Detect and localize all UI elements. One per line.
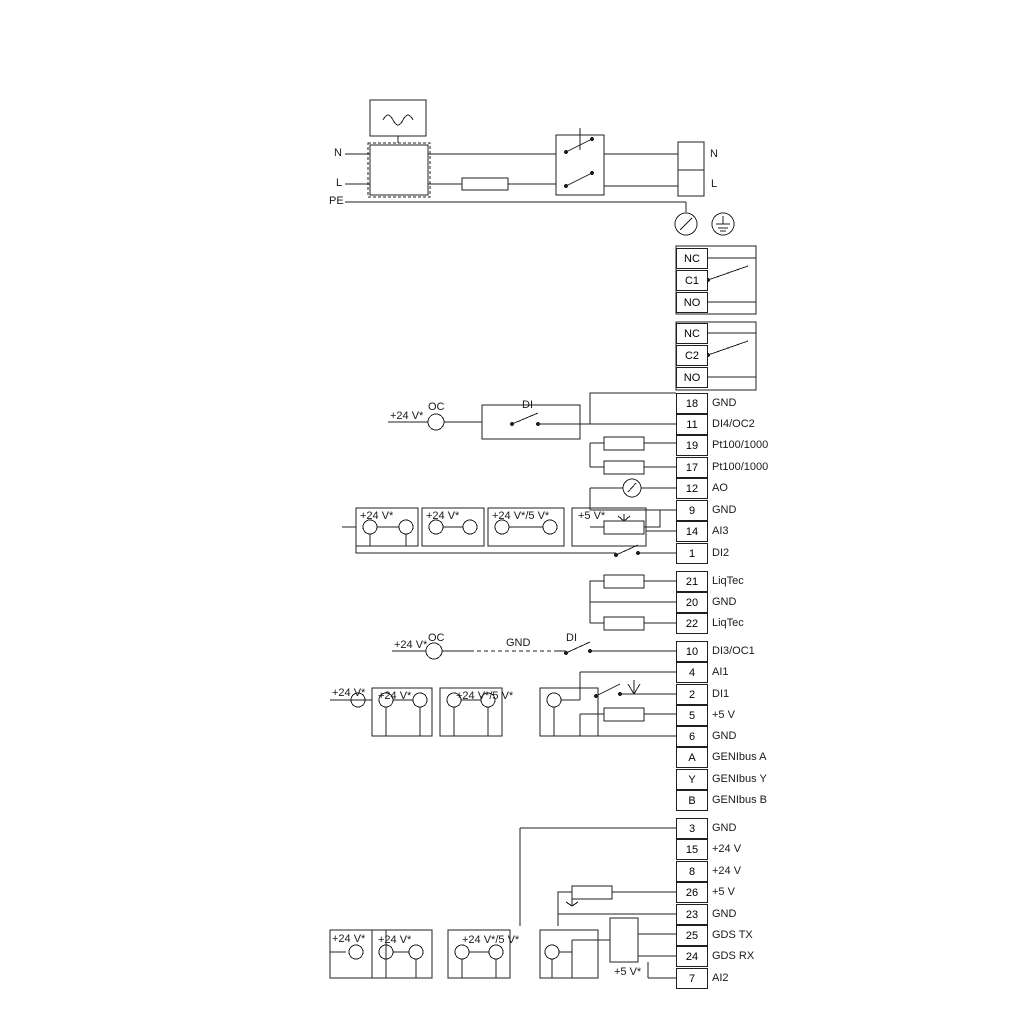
terminal-9[interactable]: 9 xyxy=(676,500,708,521)
terminal-17[interactable]: 17 xyxy=(676,457,708,478)
terminal-2[interactable]: 2 xyxy=(676,684,708,705)
terminal-5-label: +5 V xyxy=(712,709,735,721)
terminal-A-label: GENIbus A xyxy=(712,751,767,763)
terminal-6-label: GND xyxy=(712,730,737,742)
terminal-15-label: +24 V xyxy=(712,843,742,855)
terminal-3-label: GND xyxy=(712,822,737,834)
annotation-24v-5v-ai3: +24 V*/5 V* xyxy=(492,510,550,522)
terminal-24-label: GDS RX xyxy=(712,950,755,962)
annotation-di-di4: DI xyxy=(522,399,533,411)
mains-pe-label: PE xyxy=(329,195,344,207)
terminal-12[interactable]: 12 xyxy=(676,478,708,499)
annotation-24v-bottom-src: +24 V* xyxy=(332,933,366,945)
terminal-25[interactable]: 25 xyxy=(676,925,708,946)
terminal-4-label: AI1 xyxy=(712,666,729,678)
terminal-22-label: LiqTec xyxy=(712,617,744,629)
terminal-22[interactable]: 22 xyxy=(676,613,708,634)
annotation-5v-ai3: +5 V* xyxy=(578,510,606,522)
terminal-25-label: GDS TX xyxy=(712,929,753,941)
relay1-nc-terminal[interactable]: NC xyxy=(676,248,708,269)
relay1-no-terminal[interactable]: NO xyxy=(676,292,708,313)
annotation-24v-ai1: +24 V* xyxy=(378,690,412,702)
output-n-label: N xyxy=(710,148,718,160)
terminal-11-label: DI4/OC2 xyxy=(712,418,755,430)
annotation-24v-5v-ai1: +24 V*/5 V* xyxy=(456,690,514,702)
terminal-20-label: GND xyxy=(712,596,737,608)
terminal-1[interactable]: 1 xyxy=(676,543,708,564)
terminal-B[interactable]: B xyxy=(676,790,708,811)
terminal-24[interactable]: 24 xyxy=(676,946,708,967)
terminal-19[interactable]: 19 xyxy=(676,435,708,456)
annotation-24v-di4: +24 V* xyxy=(390,410,424,422)
terminal-4[interactable]: 4 xyxy=(676,662,708,683)
mains-n-label: N xyxy=(334,147,342,159)
terminal-10[interactable]: 10 xyxy=(676,641,708,662)
terminal-26-label: +5 V xyxy=(712,886,735,898)
terminal-A[interactable]: A xyxy=(676,747,708,768)
annotation-24v-ai3-a: +24 V* xyxy=(360,510,394,522)
terminal-3[interactable]: 3 xyxy=(676,818,708,839)
annotation-24v-5v-bottom: +24 V*/5 V* xyxy=(462,934,520,946)
terminal-21[interactable]: 21 xyxy=(676,571,708,592)
terminal-17-label: Pt100/1000 xyxy=(712,461,769,473)
relay1-c-terminal[interactable]: C1 xyxy=(676,270,708,291)
terminal-23-label: GND xyxy=(712,908,737,920)
terminal-5[interactable]: 5 xyxy=(676,705,708,726)
terminal-B-label: GENIbus B xyxy=(712,794,768,806)
output-l-label: L xyxy=(711,178,718,190)
terminal-2-label: DI1 xyxy=(712,688,730,700)
mains-l-label: L xyxy=(336,177,343,189)
terminal-23[interactable]: 23 xyxy=(676,904,708,925)
annotation-oc-di3: OC xyxy=(428,632,445,644)
terminal-8[interactable]: 8 xyxy=(676,861,708,882)
terminal-1-label: DI2 xyxy=(712,547,730,559)
terminal-26[interactable]: 26 xyxy=(676,882,708,903)
terminal-7-label: AI2 xyxy=(712,972,729,984)
terminal-Y[interactable]: Y xyxy=(676,769,708,790)
terminal-14[interactable]: 14 xyxy=(676,521,708,542)
relay2-no-terminal[interactable]: NO xyxy=(676,367,708,388)
terminal-Y-label: GENIbus Y xyxy=(712,773,767,785)
annotation-di-di3: DI xyxy=(566,632,577,644)
terminal-18-label: GND xyxy=(712,397,737,409)
terminal-14-label: AI3 xyxy=(712,525,729,537)
terminal-19-label: Pt100/1000 xyxy=(712,439,769,451)
terminal-21-label: LiqTec xyxy=(712,575,744,587)
relay2-nc-terminal[interactable]: NC xyxy=(676,323,708,344)
relay2-c-terminal[interactable]: C2 xyxy=(676,345,708,366)
terminal-20[interactable]: 20 xyxy=(676,592,708,613)
annotation-24v-bottom: +24 V* xyxy=(378,934,412,946)
terminal-8-label: +24 V xyxy=(712,865,742,877)
terminal-6[interactable]: 6 xyxy=(676,726,708,747)
terminal-18[interactable]: 18 xyxy=(676,393,708,414)
annotation-gnd-di3: GND xyxy=(506,637,531,649)
terminal-7[interactable]: 7 xyxy=(676,968,708,989)
terminal-9-label: GND xyxy=(712,504,737,516)
terminal-10-label: DI3/OC1 xyxy=(712,645,755,657)
annotation-24v-ai1-src: +24 V* xyxy=(332,687,366,699)
annotation-5v-bottom: +5 V* xyxy=(614,966,642,978)
terminal-12-label: AO xyxy=(712,482,728,494)
annotation-oc-di4: OC xyxy=(428,401,445,413)
terminal-15[interactable]: 15 xyxy=(676,839,708,860)
annotation-24v-ai3-b: +24 V* xyxy=(426,510,460,522)
terminal-11[interactable]: 11 xyxy=(676,414,708,435)
annotation-24v-di3: +24 V* xyxy=(394,639,428,651)
